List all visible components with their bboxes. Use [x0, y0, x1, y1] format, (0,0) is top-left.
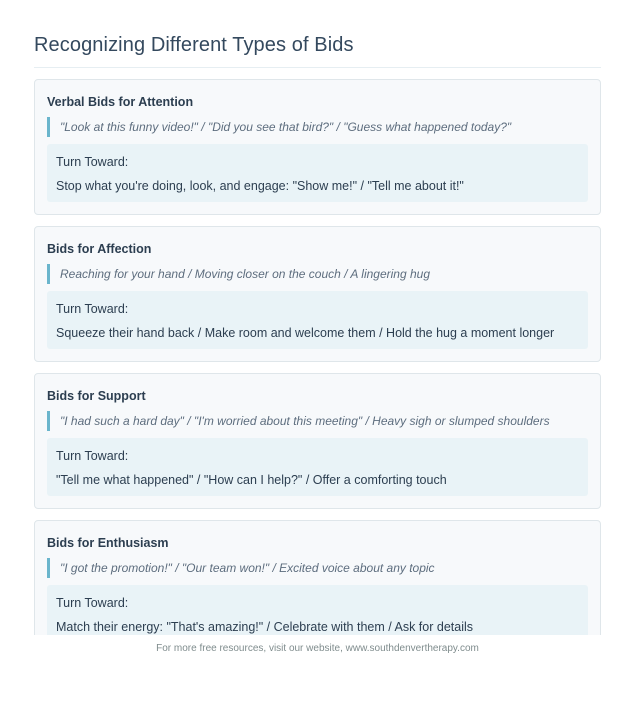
turn-toward-box: [47, 291, 588, 349]
bid-example-quote: "Look at this funny video!" / "Did you see that bird?" / "Guess what happened today?": [47, 117, 511, 137]
bid-card: [34, 373, 601, 509]
turn-toward-label: Turn Toward:: [56, 155, 129, 169]
turn-toward-text: Match their energy: "That's amazing!" / Celebrate with them / Ask for details: [56, 620, 473, 634]
turn-toward-box: [47, 438, 588, 496]
bid-card-title: Verbal Bids for Attention: [47, 95, 194, 109]
bid-example-quote: "I had such a hard day" / "I'm worried about this meeting" / Heavy sigh or slumped shoulders: [47, 411, 550, 431]
bid-card: [34, 79, 601, 215]
footer-text: For more free resources, visit our website, www.southdenvertherapy.com: [156, 643, 479, 654]
turn-toward-text: "Tell me what happened" / "How can I help?" / Offer a comforting touch: [56, 473, 447, 487]
turn-toward-label: Turn Toward:: [56, 302, 129, 316]
turn-toward-label: Turn Toward:: [56, 449, 129, 463]
turn-toward-label: Turn Toward:: [56, 596, 129, 610]
turn-toward-text: Squeeze their hand back / Make room and welcome them / Hold the hug a moment longer: [56, 326, 555, 340]
bid-card-title: Bids for Enthusiasm: [47, 536, 169, 550]
bid-example-quote: Reaching for your hand / Moving closer on the couch / A lingering hug: [47, 264, 430, 284]
title-divider: [34, 67, 601, 68]
footer: [34, 635, 601, 667]
page-title: Recognizing Different Types of Bids: [34, 34, 354, 56]
bid-card: [34, 520, 601, 635]
bid-card: [34, 226, 601, 362]
bid-card-title: Bids for Support: [47, 389, 146, 403]
bid-card-title: Bids for Affection: [47, 242, 152, 256]
turn-toward-box: [47, 585, 588, 635]
turn-toward-text: Stop what you're doing, look, and engage: "Show me!" / "Tell me about it!": [56, 179, 464, 193]
bid-example-quote: "I got the promotion!" / "Our team won!" / Excited voice about any topic: [47, 558, 435, 578]
bid-card-list: [34, 79, 601, 635]
turn-toward-box: [47, 144, 588, 202]
